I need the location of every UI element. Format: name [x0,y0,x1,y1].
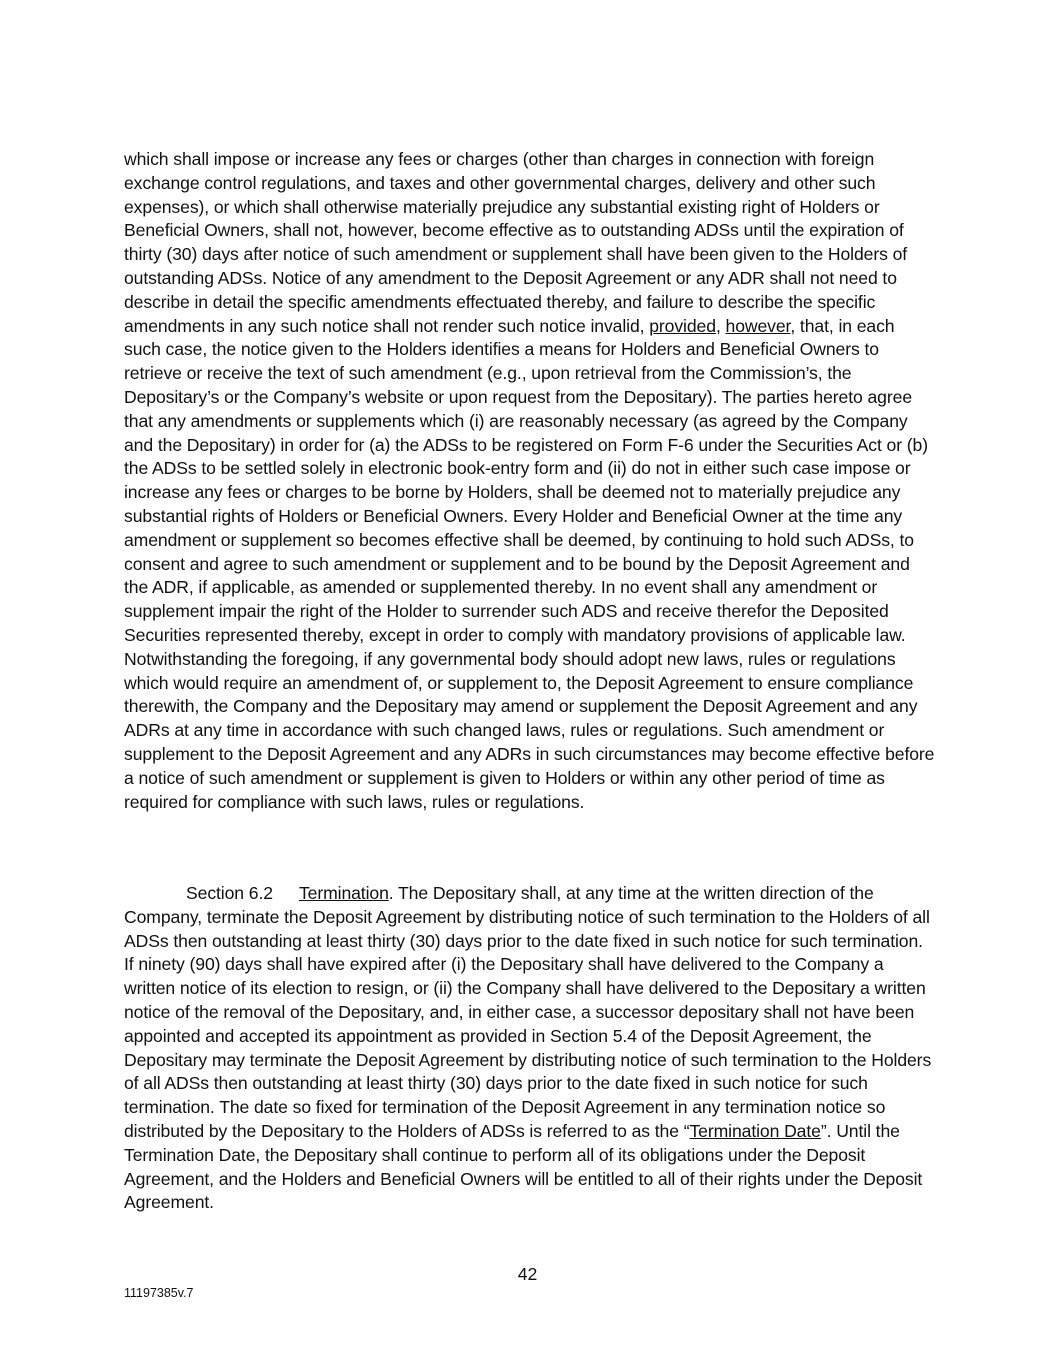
termination-date-term: Termination Date [689,1120,821,1141]
paragraph-1-separator: , [715,315,726,336]
however-term: however [725,315,791,336]
document-id: 11197385v.7 [124,1286,194,1300]
paragraph-1-text-b: , that, in each such case, the notice given to the Holders identifies a means for Holders and Beneficial Owners to retrieve or receive the text of such amendment (e.g., upon retrieval from the Commission’s, the Depositary’s or the Company’s website or upon request from the Depositary). The parties hereto agree that any amendments or supplements which (i) are reasonably necessary (as agreed by the Company and the Depositary) in order for (a) the ADSs to be registered on Form F-6 under the Securities Act or (b) the ADSs to be settled solely in electronic book-entry form and (ii) do not in either such case impose or increase any fees or charges to be borne by Holders, shall be deemed not to materially prejudice any substantial rights of Holders or Beneficial Owners. Every Holder and Beneficial Owner at the time any amendment or supplement so becomes effective shall be deemed, by continuing to hold such ADSs, to consent and agree to such amendment or supplement and to be bound by the Deposit Agreement and the ADR, if applicable, as amended or supplemented thereby. In no event shall any amendment or supplement impair the right of the Holder to surrender such ADS and receive therefor the Deposited Securities represented thereby, except in order to comply with mandatory provisions of applicable law. Notwithstanding the foregoing, if any governmental body should adopt new laws, rules or regulations which would require an amendment of, or supplement to, the Deposit Agreement to ensure compliance therewith, the Company and the Depositary may amend or supplement the Deposit Agreement and any ADRs at any time in accordance with such changed laws, rules or regulations. Such amendment or supplement to the Deposit Agreement and any ADRs in such circumstances may become effective before a notice of such amendment or supplement is given to Holders or within any other period of time as required for compliance with such laws, rules or regulations. [124,315,935,812]
paragraph-1-text-a: which shall impose or increase any fees or charges (other than charges in connection with foreign exchange control regulations, and taxes and other governmental charges, delivery and other such expenses), or which shall otherwise materially prejudice any substantial existing right of Holders or Beneficial Owners, shall not, however, become effective as to outstanding ADSs until the expiration of thirty (30) days after notice of such amendment or supplement shall have been given to the Holders of outstanding ADSs. Notice of any amendment to the Deposit Agreement or any ADR shall not need to describe in detail the specific amendments effectuated thereby, and failure to describe the specific amendments in any such notice shall not render such notice invalid, [124,149,908,336]
page-number: 42 [517,1264,538,1284]
amendment-paragraph [124,148,936,814]
termination-paragraph [124,882,936,1215]
paragraph-2-text-a: . The Depositary shall, at any time at the written direction of the Company, terminate the Deposit Agreement by distributing notice of such termination to the Holders of all ADSs then outstanding at least thirty (30) days prior to the date fixed in such notice for such termination. If ninety (90) days shall have expired after (i) the Depositary shall have delivered to the Company a written notice of its election to resign, or (ii) the Company shall have delivered to the Depositary a written notice of the removal of the Depositary, and, in either case, a successor depositary shall not have been appointed and accepted its appointment as provided in Section 5.4 of the Deposit Agreement, the Depositary may terminate the Deposit Agreement by distributing notice of such termination to the Holders of all ADSs then outstanding at least thirty (30) days prior to the date fixed in such notice for such termination. The date so fixed for termination of the Deposit Agreement in any termination notice so distributed by the Depositary to the Holders of ADSs is referred to as the “ [124,883,932,1141]
paragraph-2-text-b: ”. Until the Termination Date, the Depositary shall continue to perform all of its obligations under the Deposit Agreement, and the Holders and Beneficial Owners will be entitled to all of their rights under the Deposit Agreement. [124,1120,923,1213]
section-label: Section 6.2 [186,883,273,903]
section-title: Termination [298,883,389,903]
provided-term: provided [649,315,716,336]
